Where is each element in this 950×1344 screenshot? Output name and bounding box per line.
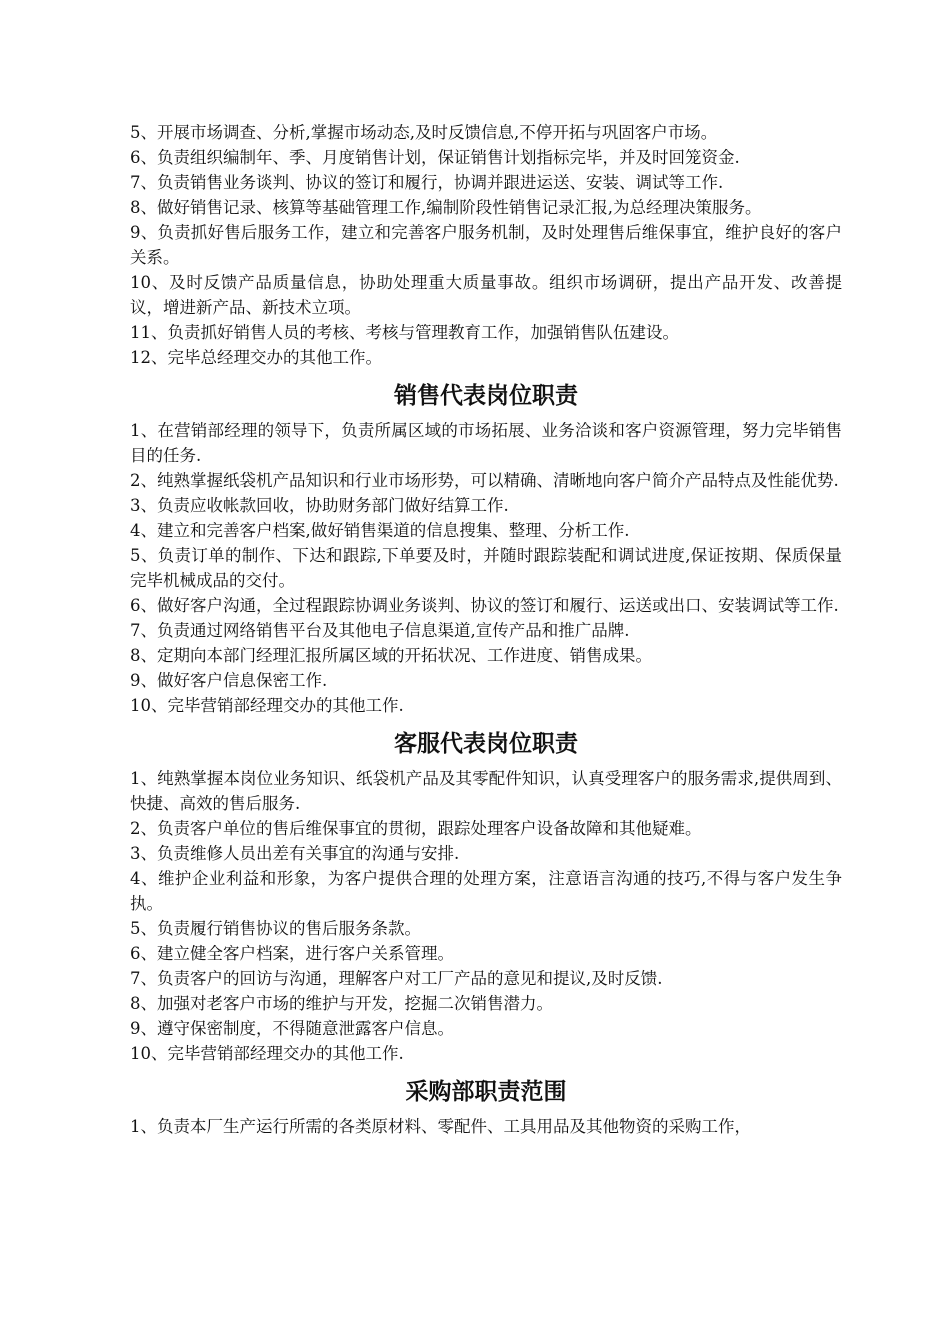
list-item: 6、负责组织编制年、季、月度销售计划，保证销售计划指标完毕，并及时回笼资金.: [130, 148, 740, 167]
section-service-rep-duties: [130, 718, 842, 1066]
section-sales-rep-duties: [130, 370, 842, 718]
section-purchasing-scope: [130, 1066, 842, 1139]
list-item: 10、完毕营销部经理交办的其他工作.: [130, 1044, 404, 1063]
list-item: 5、负责履行销售协议的售后服务条款。: [130, 919, 421, 938]
list-item: 1、负责本厂生产运行所需的各类原材料、零配件、工具用品及其他物资的采购工作，: [130, 1117, 751, 1136]
list-item: 8、加强对老客户市场的维护与开发，挖掘二次销售潜力。: [130, 994, 553, 1013]
list-item: 5、开展市场调查、分析,掌握市场动态,及时反馈信息,不停开拓与巩固客户市场。: [130, 123, 718, 142]
list-item: 9、做好客户信息保密工作.: [130, 671, 328, 690]
list-item: 8、定期向本部门经理汇报所属区域的开拓状况、工作进度、销售成果。: [130, 646, 652, 665]
list-item: 2、负责客户单位的售后维保事宜的贯彻，跟踪处理客户设备故障和其他疑难。: [130, 819, 702, 838]
list-item: 12、完毕总经理交办的其他工作。: [130, 348, 382, 367]
list-item: 10、完毕营销部经理交办的其他工作.: [130, 696, 404, 715]
section-heading: 客服代表岗位职责: [394, 731, 578, 757]
list-item: 7、负责客户的回访与沟通，理解客户对工厂产品的意见和提议,及时反馈.: [130, 969, 663, 988]
list-item: 2、纯熟掌握纸袋机产品知识和行业市场形势，可以精确、清晰地向客户简介产品特点及性能优势.: [130, 471, 839, 490]
list-item: 9、负责抓好售后服务工作，建立和完善客户服务机制，及时处理售后维保事宜，维护良好的客户关系。: [130, 223, 842, 267]
list-item: 11、负责抓好销售人员的考核、考核与管理教育工作，加强销售队伍建设。: [130, 323, 679, 342]
document-page: [130, 120, 842, 1139]
section-heading: 采购部职责范围: [405, 1079, 567, 1105]
list-item: 3、负责应收帐款回收，协助财务部门做好结算工作.: [130, 496, 509, 515]
list-item: 8、做好销售记录、核算等基础管理工作,编制阶段性销售记录汇报,为总经理决策服务。: [130, 198, 762, 217]
list-item: 9、遵守保密制度，不得随意泄露客户信息。: [130, 1019, 454, 1038]
list-item: 7、负责销售业务谈判、协议的签订和履行，协调并跟进运送、安装、调试等工作.: [130, 173, 724, 192]
list-item: 4、建立和完善客户档案,做好销售渠道的信息搜集、整理、分析工作.: [130, 521, 630, 540]
list-item: 10、及时反馈产品质量信息，协助处理重大质量事故。组织市场调研，提出产品开发、改善提议，增进新产品、新技术立项。: [130, 273, 842, 317]
section-sales-duties-continued: [130, 120, 842, 370]
list-item: 6、做好客户沟通，全过程跟踪协调业务谈判、协议的签订和履行、运送或出口、安装调试等工作.: [130, 596, 839, 615]
list-item: 6、建立健全客户档案，进行客户关系管理。: [130, 944, 454, 963]
list-item: 5、负责订单的制作、下达和跟踪,下单要及时，并随时跟踪装配和调试进度,保证按期、保质保量完毕机械成品的交付。: [130, 546, 842, 590]
list-item: 3、负责维修人员出差有关事宜的沟通与安排.: [130, 844, 460, 863]
list-item: 7、负责通过网络销售平台及其他电子信息渠道,宣传产品和推广品牌.: [130, 621, 630, 640]
section-heading: 销售代表岗位职责: [394, 383, 578, 409]
list-item: 4、维护企业利益和形象，为客户提供合理的处理方案，注意语言沟通的技巧,不得与客户发生争执。: [130, 869, 842, 913]
list-item: 1、纯熟掌握本岗位业务知识、纸袋机产品及其零配件知识，认真受理客户的服务需求,提供周到、快捷、高效的售后服务.: [130, 769, 842, 813]
list-item: 1、在营销部经理的领导下，负责所属区域的市场拓展、业务洽谈和客户资源管理，努力完毕销售目的任务.: [130, 421, 842, 465]
